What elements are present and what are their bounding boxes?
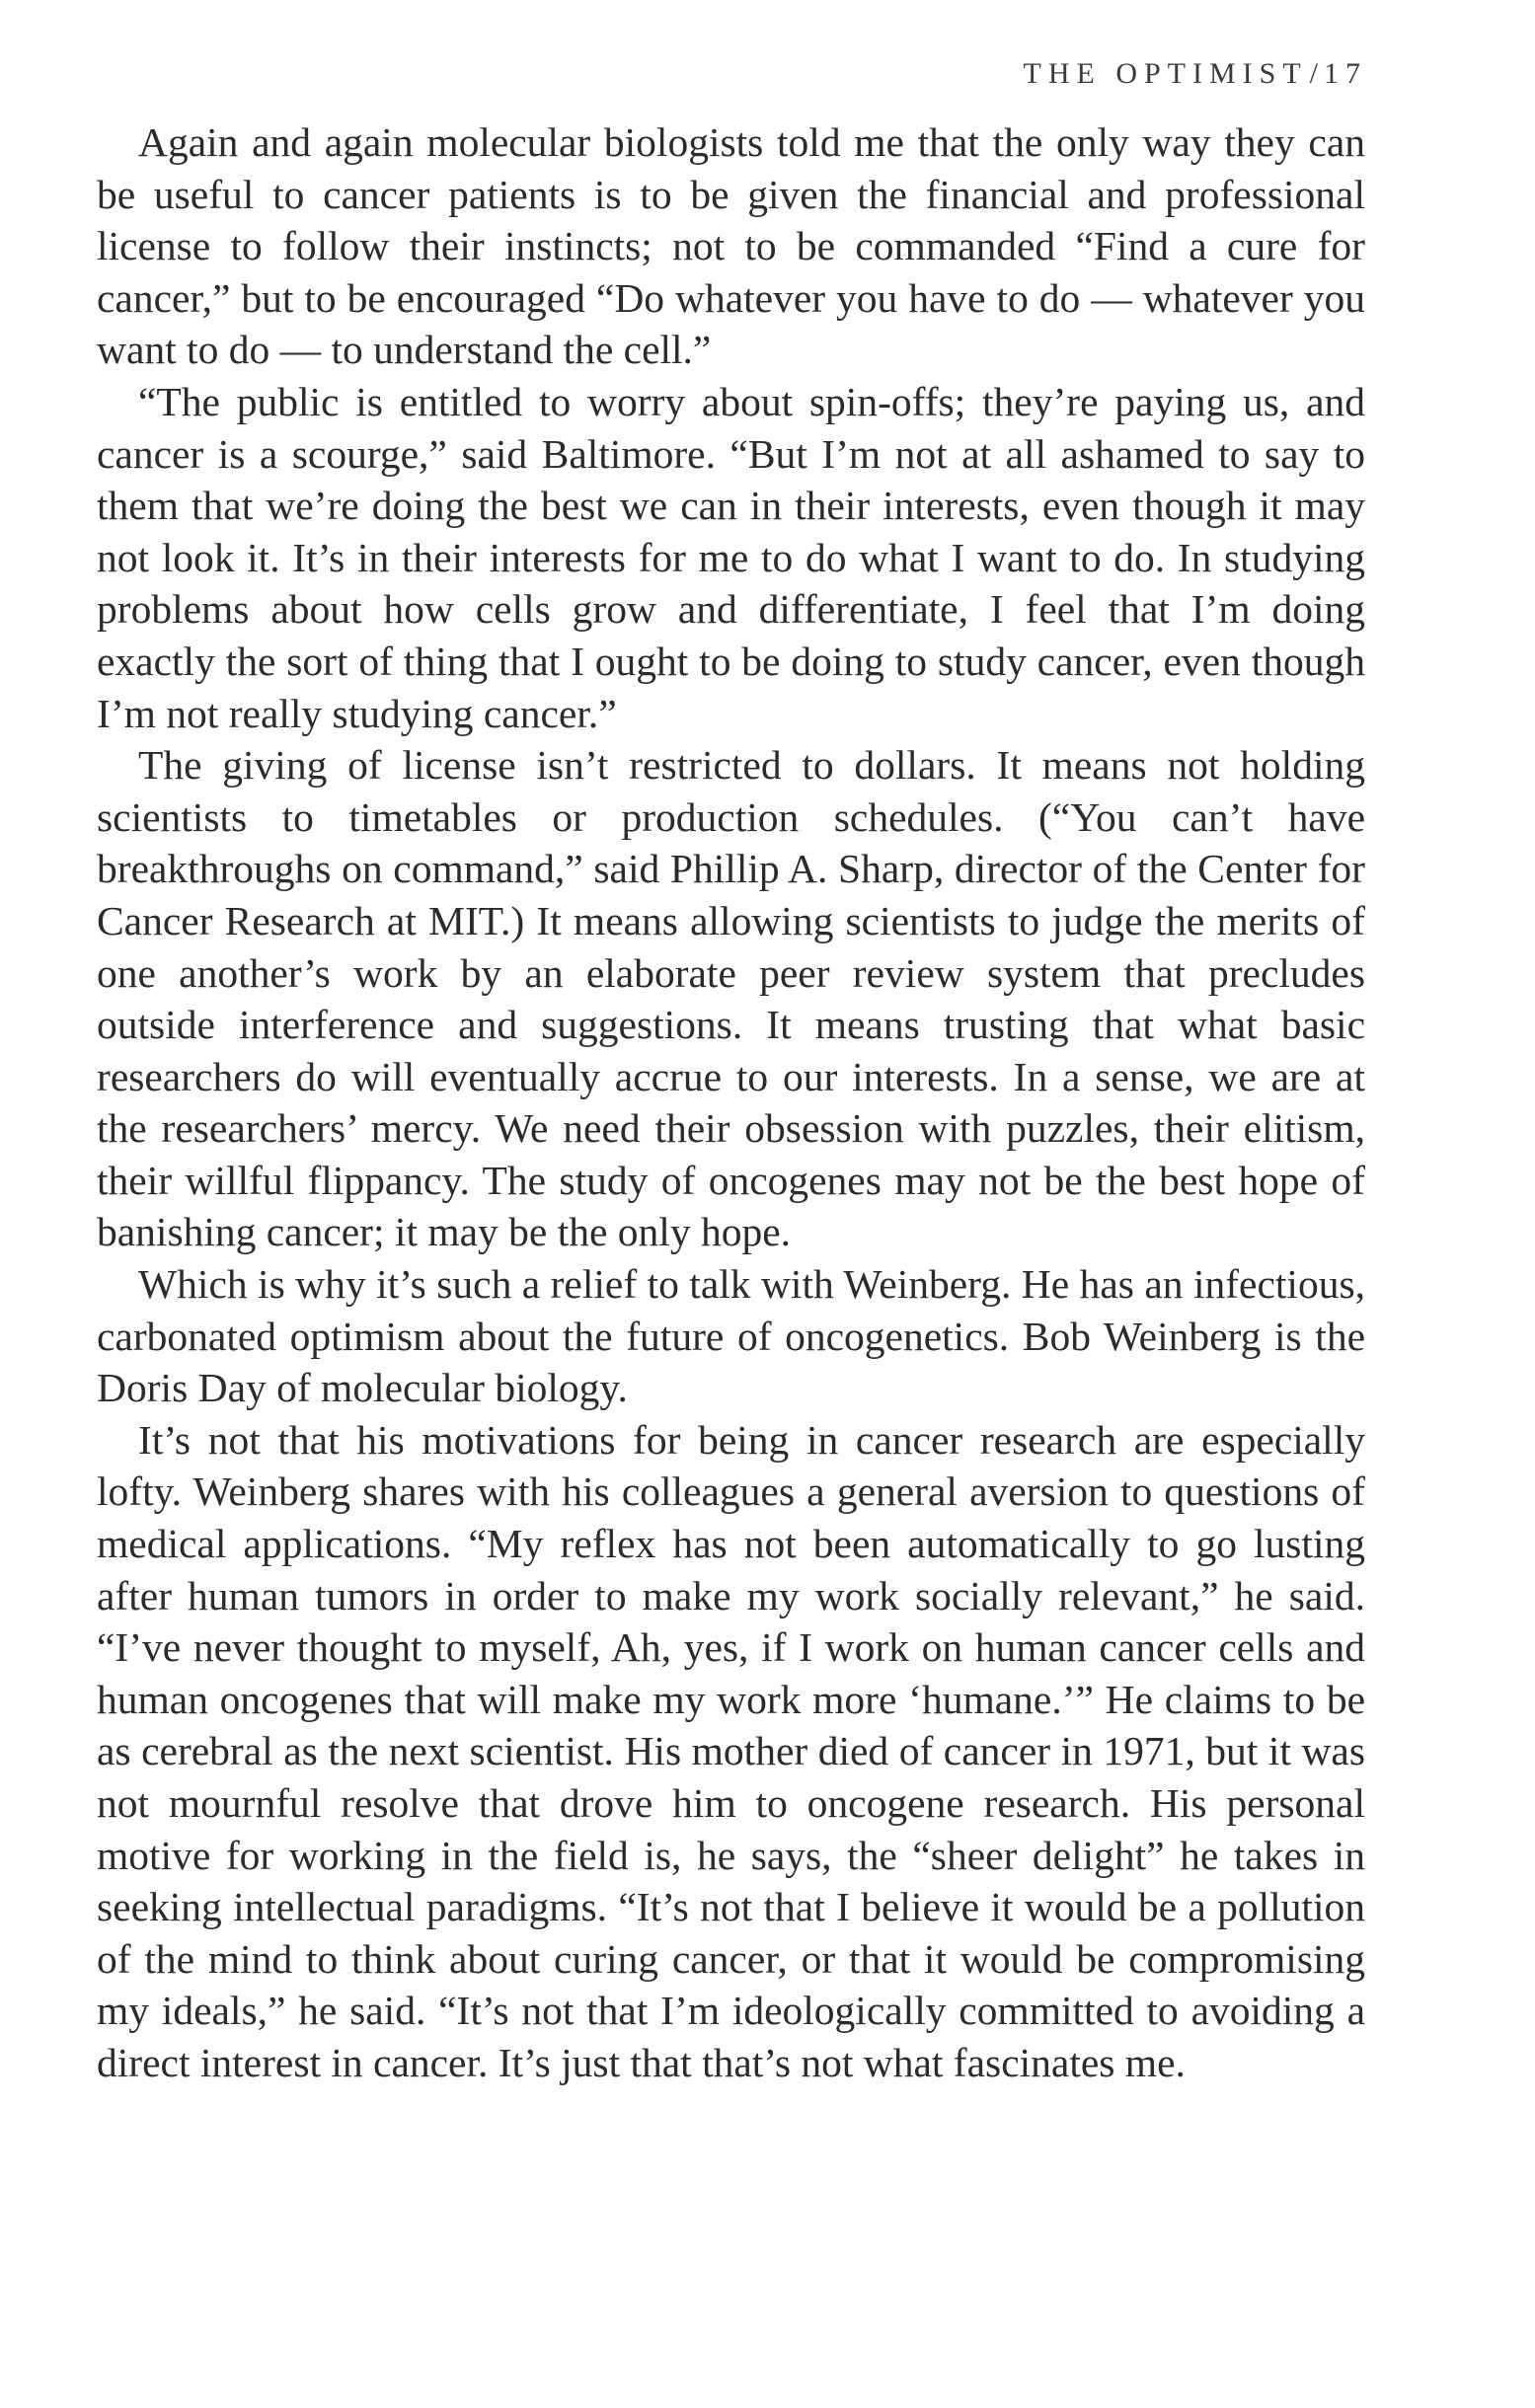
running-head [1024, 57, 1368, 91]
body-text [97, 116, 1365, 2089]
running-head-title: THE OPTIMIST [1023, 57, 1308, 90]
paragraph: “The public is entitled to worry about spin-offs; they’re paying us, and cancer is a scourge,” said Baltimore. “But I’m not at all ashamed to say to them that we’re doing the best we can in their interests, even though it may not look it. It’s in their interests for me to do what I want to do. In studying problems about how cells grow and differentiate, I feel that I’m doing exactly the sort of thing that I ought to be doing to study cancer, even though I’m not really studying cancer.” [97, 378, 1365, 736]
paragraph: Which is why it’s such a relief to talk with Weinberg. He has an infectious, carbonated optimism about the future of oncogenetics. Bob Weinberg is the Doris Day of molecular biology. [97, 1261, 1365, 1411]
paragraph: Again and again molecular biologists told me that the only way they can be useful to cancer patients is to be given the financial and professional license to follow their instincts; not to be commanded “Find a cure for cancer,” but to be encouraged “Do whatever you have to do — whatever you want to do — to understand the cell.” [97, 119, 1365, 373]
paragraph: The giving of license isn’t restricted to dollars. It means not holding scientists to timetables or production schedules. (“You can’t have breakthroughs on command,” said Phillip A. Sharp, director of the Center for Cancer Research at MIT.) It means allowing scientists to judge the merits of one another’s work by an elaborate peer review system that precludes outside interference and suggestions. It means trusting that what basic researchers do will eventually accrue to our interests. In a sense, we are at the researchers’ mercy. We need their obsession with puzzles, their elitism, their willful flippancy. The study of oncogenes may not be the best hope of banishing cancer; it may be the only hope. [97, 742, 1365, 1255]
running-head-separator: / [1309, 57, 1318, 90]
paragraph: It’s not that his motivations for being in cancer research are especially lofty. Weinberg shares with his colleagues a general aversion to questions of medical applications. “My reflex has not been automatically to go lusting after human tumors in order to make my work socially relevant,” he said. “I’ve never thought to myself, Ah, yes, if I work on human cancer cells and human oncogenes that will make my work more ‘humane.’” He claims to be as cerebral as the next scientist. His mother died of cancer in 1971, but it was not mournful resolve that drove him to oncogene research. His personal motive for working in the field is, he says, the “sheer delight” he takes in seeking intellectual paradigms. “It’s not that I believe it would be a pollution of the mind to think about curing cancer, or that it would be compromising my ideals,” he said. “It’s not that I’m ideologically committed to avoiding a direct interest in cancer. It’s just that that’s not what fascinates me. [97, 1416, 1365, 2085]
page-number: 17 [1324, 57, 1367, 90]
